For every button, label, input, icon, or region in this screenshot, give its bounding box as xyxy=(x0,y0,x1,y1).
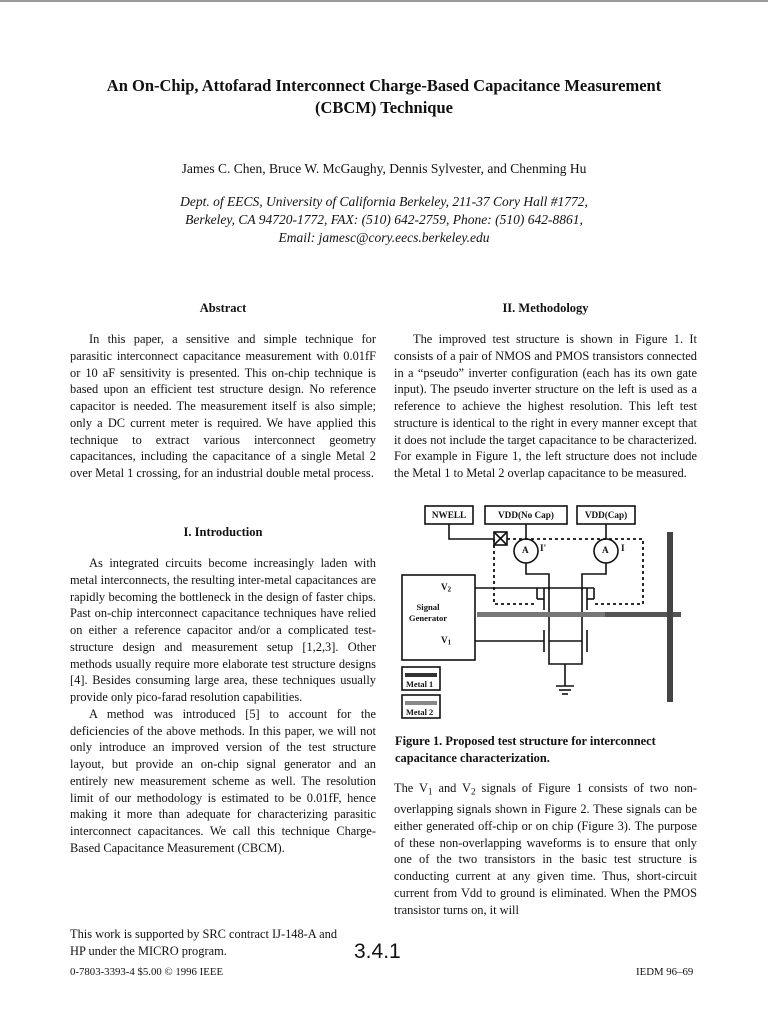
nwell-boundary-left xyxy=(494,539,537,604)
nwell-label: NWELL xyxy=(431,510,467,520)
metal1-line xyxy=(477,612,605,617)
legend-metal1-swatch xyxy=(405,673,437,677)
methodology-heading: II. Methodology xyxy=(502,301,589,315)
vdd-nocap-label: VDD(No Cap) xyxy=(498,510,554,520)
vdd-cap-label: VDD(Cap) xyxy=(584,510,628,520)
ammeter-left-label: A xyxy=(522,545,529,555)
paper-title xyxy=(60,75,708,119)
figure-1-caption: Figure 1. Proposed test structure for interconnect capacitance characterization. xyxy=(395,734,656,765)
v2-label: $V_2$ xyxy=(441,582,452,594)
current-i-label: I xyxy=(621,543,625,553)
figure-1-diagram xyxy=(397,502,689,727)
section-number: 3.4.1 xyxy=(354,940,401,963)
signal-generator-label: Signal Generator xyxy=(408,602,448,623)
copyright-line: 0-7803-3393-4 $5.00 © 1996 IEEE xyxy=(70,966,224,978)
author-list: James C. Chen, Bruce W. McGaughy, Dennis Sylvester, and Chenming Hu xyxy=(181,161,587,176)
current-iprime-label: I' xyxy=(540,543,547,553)
ammeter-right-label: A xyxy=(602,545,609,555)
methodology-paragraph-1: The improved test structure is shown in Figure 1. It consists of a pair of NMOS and PMOS transistors connected in a “pseudo” inverter configuration (each has its own gate input). The pseudo inverter structure on the left is used as a reference to achieve the highest resolution. This left test structure is identical to the right in every manner except that it does not include the target capacitance to be characterized. For example in Figure 1, the left structure does not include the Metal 1 to Metal 2 overlap capacitance to be measured. xyxy=(394,332,697,480)
footnote-line-2: HP under the MICRO program. xyxy=(70,943,227,958)
page-label: IEDM 96–69 xyxy=(636,966,694,978)
abstract-paragraph: In this paper, a sensitive and simple technique for parasitic interconnect capacitance measurement with 0.01fF or 10 aF sensitivity is presented. This on-chip technique is based upon an efficient test structure design. No reference capacitor is needed. The measurement itself is also simple; only a DC current meter is required. We have applied this technique to extract various interconnect geometry capacitances, including the capacitance of a single Metal 2 over Metal 1 crossing, for an industrial double metal process. xyxy=(70,332,376,480)
funding-footnote xyxy=(70,926,370,960)
top-rule xyxy=(0,0,768,2)
title-line-1: An On-Chip, Attofarad Interconnect Charge-Based Capacitance Measurement xyxy=(106,76,662,95)
affiliation-line-3: Email: jamesc@cory.eecs.berkeley.edu xyxy=(278,230,490,245)
affiliation-line-1: Dept. of EECS, University of California Berkeley, 211-37 Cory Hall #1772, xyxy=(180,194,588,209)
introduction-body xyxy=(70,555,376,857)
ground-wire xyxy=(549,652,582,664)
introduction-paragraph-1: As integrated circuits become increasingly laden with metal interconnects, the resulting inter-metal capacitances are rapidly becoming the bottleneck in the design of faster chips. Past on-chip interconnect capacitance techniques have relied on either a reference capacitor and/or a complicated test-structure design and measurement setup [1,2,3]. Other methods usually require more elaborate test structure designs [4]. Besides consuming large area, these techniques usually provide only pico-farad resolution capabilities. xyxy=(70,556,376,704)
nwell-wire xyxy=(449,524,494,539)
methodology-paragraph-2: The $V_1$ and $V_2$ signals of Figure 1 consists of two non-overlapping signals shown in Figure 2. These signals can be either generated off-chip or on chip (Figure 3). The purpose of these non-overlapping waveforms is to ensure that only one of the two transistors in the basic test structure is conducting current at any given time. Thus, short-circuit current from Vdd to ground is eliminated. When the PMOS transistor turns on, it will xyxy=(394,781,698,917)
introduction-paragraph-2: A method was introduced [5] to account for the deficiencies of the above methods. In this paper, we will not only introduce an improved version of the test structure layout, but provide an on-chip signal generator and an entirely new measurement scheme as well. The resolution limit of our methodology is estimated to be 0.01fF, hence making it more than adequate for characterizing parasitic interconnect capacitances. We call this technique Charge-Based Capacitance Measurement (CBCM). xyxy=(70,706,376,855)
title-line-2: (CBCM) Technique xyxy=(315,98,453,117)
abstract-body xyxy=(70,331,376,482)
abstract-heading: Abstract xyxy=(199,301,247,315)
pmos-left-drain xyxy=(526,563,549,590)
legend-metal1-label: Metal 1 xyxy=(406,680,434,689)
affiliation-line-2: Berkeley, CA 94720-1772, FAX: (510) 642-2759, Phone: (510) 642-8861, xyxy=(185,212,583,227)
affiliation xyxy=(100,193,668,247)
methodology-body-2 xyxy=(394,780,697,918)
metal2-vertical-line xyxy=(667,532,673,702)
methodology-body-1 xyxy=(394,331,697,482)
pmos-right-drain xyxy=(582,563,606,590)
v1-label: $V_1$ xyxy=(441,635,452,647)
legend-metal2-swatch xyxy=(405,701,437,705)
footnote-line-1: This work is supported by SRC contract IJ-148-A and xyxy=(70,927,338,941)
legend-metal2-label: Metal 2 xyxy=(406,708,434,717)
introduction-heading: I. Introduction xyxy=(183,525,263,539)
